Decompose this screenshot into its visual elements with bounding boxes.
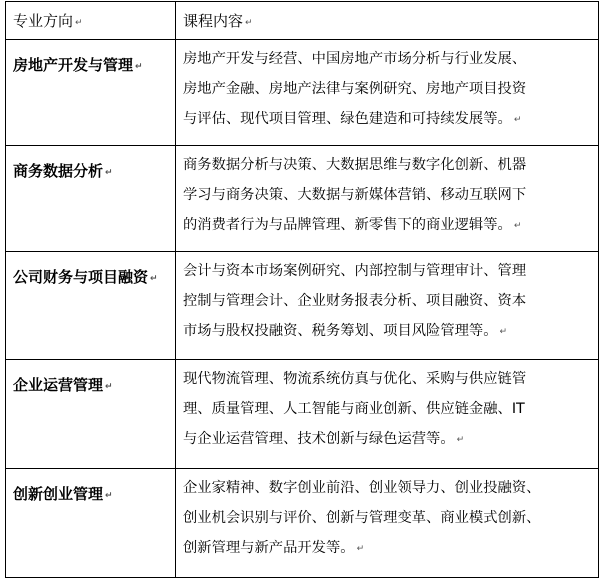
content-line: 市场与股权投融资、税务筹划、项目风险管理等。 ↵ bbox=[183, 323, 508, 339]
content-line: 会计与资本市场案例研究、内部控制与管理审计、管理 bbox=[183, 263, 527, 279]
direction-cell bbox=[6, 146, 176, 252]
content-cell bbox=[176, 146, 599, 252]
content-line: 现代物流管理、物流系统仿真与优化、采购与供应链管 bbox=[183, 371, 527, 387]
paragraph-mark-icon: ↵ bbox=[356, 544, 365, 554]
header-content-label: 课程内容 bbox=[183, 12, 244, 30]
direction-cell bbox=[6, 469, 176, 578]
paragraph-mark-icon: ↵ bbox=[150, 274, 158, 284]
content-line: 房地产金融、房地产法律与案例研究、房地产项目投资 bbox=[183, 81, 527, 97]
content-line: 学习与商务决策、大数据与新媒体营销、移动互联网下 bbox=[183, 187, 527, 203]
content-line: 的消费者行为与品牌管理、新零售下的商业逻辑等。 ↵ bbox=[183, 217, 522, 233]
content-line: 创业机会识别与评价、创新与管理变革、商业模式创新、 bbox=[183, 510, 541, 526]
paragraph-mark-icon: ↵ bbox=[105, 491, 113, 501]
curriculum-table bbox=[5, 1, 599, 578]
table-row bbox=[6, 146, 599, 252]
content-line: 商务数据分析与决策、大数据思维与数字化创新、机器 bbox=[183, 157, 527, 173]
direction-label: 企业运营管理 bbox=[13, 376, 104, 394]
direction-label: 商务数据分析 bbox=[13, 162, 104, 180]
table-row bbox=[6, 469, 599, 578]
direction-cell bbox=[6, 252, 176, 360]
content-line: 房地产开发与经营、中国房地产市场分析与行业发展、 bbox=[183, 51, 527, 67]
direction-label: 房地产开发与管理 bbox=[13, 56, 134, 74]
content-cell bbox=[176, 469, 599, 578]
paragraph-mark-icon: ↵ bbox=[75, 18, 83, 28]
direction-cell bbox=[6, 360, 176, 469]
header-cell-content bbox=[176, 2, 599, 40]
header-cell-direction bbox=[6, 2, 176, 40]
table-row bbox=[6, 360, 599, 469]
direction-cell bbox=[6, 40, 176, 146]
paragraph-mark-icon: ↵ bbox=[245, 18, 253, 28]
paragraph-mark-icon: ↵ bbox=[135, 62, 143, 72]
direction-label: 公司财务与项目融资 bbox=[13, 268, 149, 286]
content-cell bbox=[176, 360, 599, 469]
paragraph-mark-icon: ↵ bbox=[499, 327, 508, 337]
paragraph-mark-icon: ↵ bbox=[105, 382, 113, 392]
paragraph-mark-icon: ↵ bbox=[105, 168, 113, 178]
content-line: 控制与管理会计、企业财务报表分析、项目融资、资本 bbox=[183, 293, 527, 309]
paragraph-mark-icon: ↵ bbox=[456, 435, 465, 445]
content-cell bbox=[176, 40, 599, 146]
header-direction-label: 专业方向 bbox=[13, 12, 74, 30]
content-line: 与评估、现代项目管理、绿色建造和可持续发展等。 ↵ bbox=[183, 111, 522, 127]
table-row bbox=[6, 40, 599, 146]
content-line: 理、质量管理、人工智能与商业创新、供应链金融、IT bbox=[183, 401, 525, 417]
content-line: 创新管理与新产品开发等。 ↵ bbox=[183, 540, 365, 556]
table-row bbox=[6, 252, 599, 360]
table-header-row bbox=[6, 2, 599, 40]
content-cell bbox=[176, 252, 599, 360]
direction-label: 创新创业管理 bbox=[13, 485, 104, 503]
content-line: 企业家精神、数字创业前沿、创业领导力、创业投融资、 bbox=[183, 480, 541, 496]
paragraph-mark-icon: ↵ bbox=[513, 115, 522, 125]
paragraph-mark-icon: ↵ bbox=[513, 221, 522, 231]
content-line: 与企业运营管理、技术创新与绿色运营等。 ↵ bbox=[183, 431, 465, 447]
